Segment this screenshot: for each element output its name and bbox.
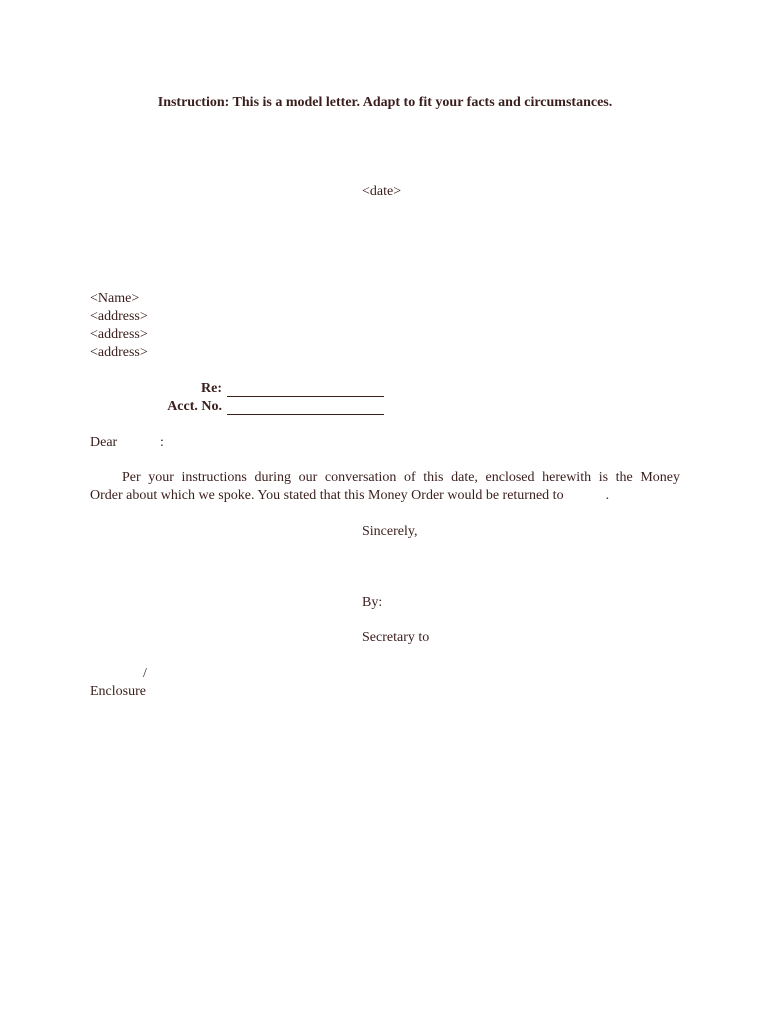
recipient-address-line-1: <address> (90, 309, 148, 324)
salutation-text: Dear (90, 435, 118, 450)
salutation-colon: : (160, 435, 164, 450)
salutation (90, 434, 164, 452)
recipient-address-line-3: <address> (90, 345, 148, 360)
account-number-blank-line (227, 414, 384, 415)
instruction-heading: Instruction: This is a model letter. Adapt to fit your facts and circumstances. (157, 95, 613, 110)
enclosure-notation: Enclosure (90, 684, 146, 699)
body-paragraph (90, 469, 680, 505)
closing: Sincerely, (362, 524, 418, 539)
re-blank-line (227, 396, 384, 397)
re-label: Re: (201, 381, 222, 396)
account-number-label: Acct. No. (167, 399, 222, 414)
body-line-1: Per your instructions during our conversation of this date, enclosed herewith is the Money (122, 470, 680, 485)
by-label: By: (362, 595, 383, 610)
secretary-label: Secretary to (362, 630, 430, 645)
body-line-2-end: . (605, 488, 610, 503)
recipient-address-line-2: <address> (90, 327, 148, 342)
recipient-name: <Name> (90, 291, 140, 306)
initials-separator: / (143, 666, 147, 681)
body-line-2-text: Order about which we spoke. You stated that this Money Order would be returned to (90, 488, 564, 503)
date-placeholder: <date> (362, 184, 402, 199)
body-line-2 (90, 487, 680, 505)
